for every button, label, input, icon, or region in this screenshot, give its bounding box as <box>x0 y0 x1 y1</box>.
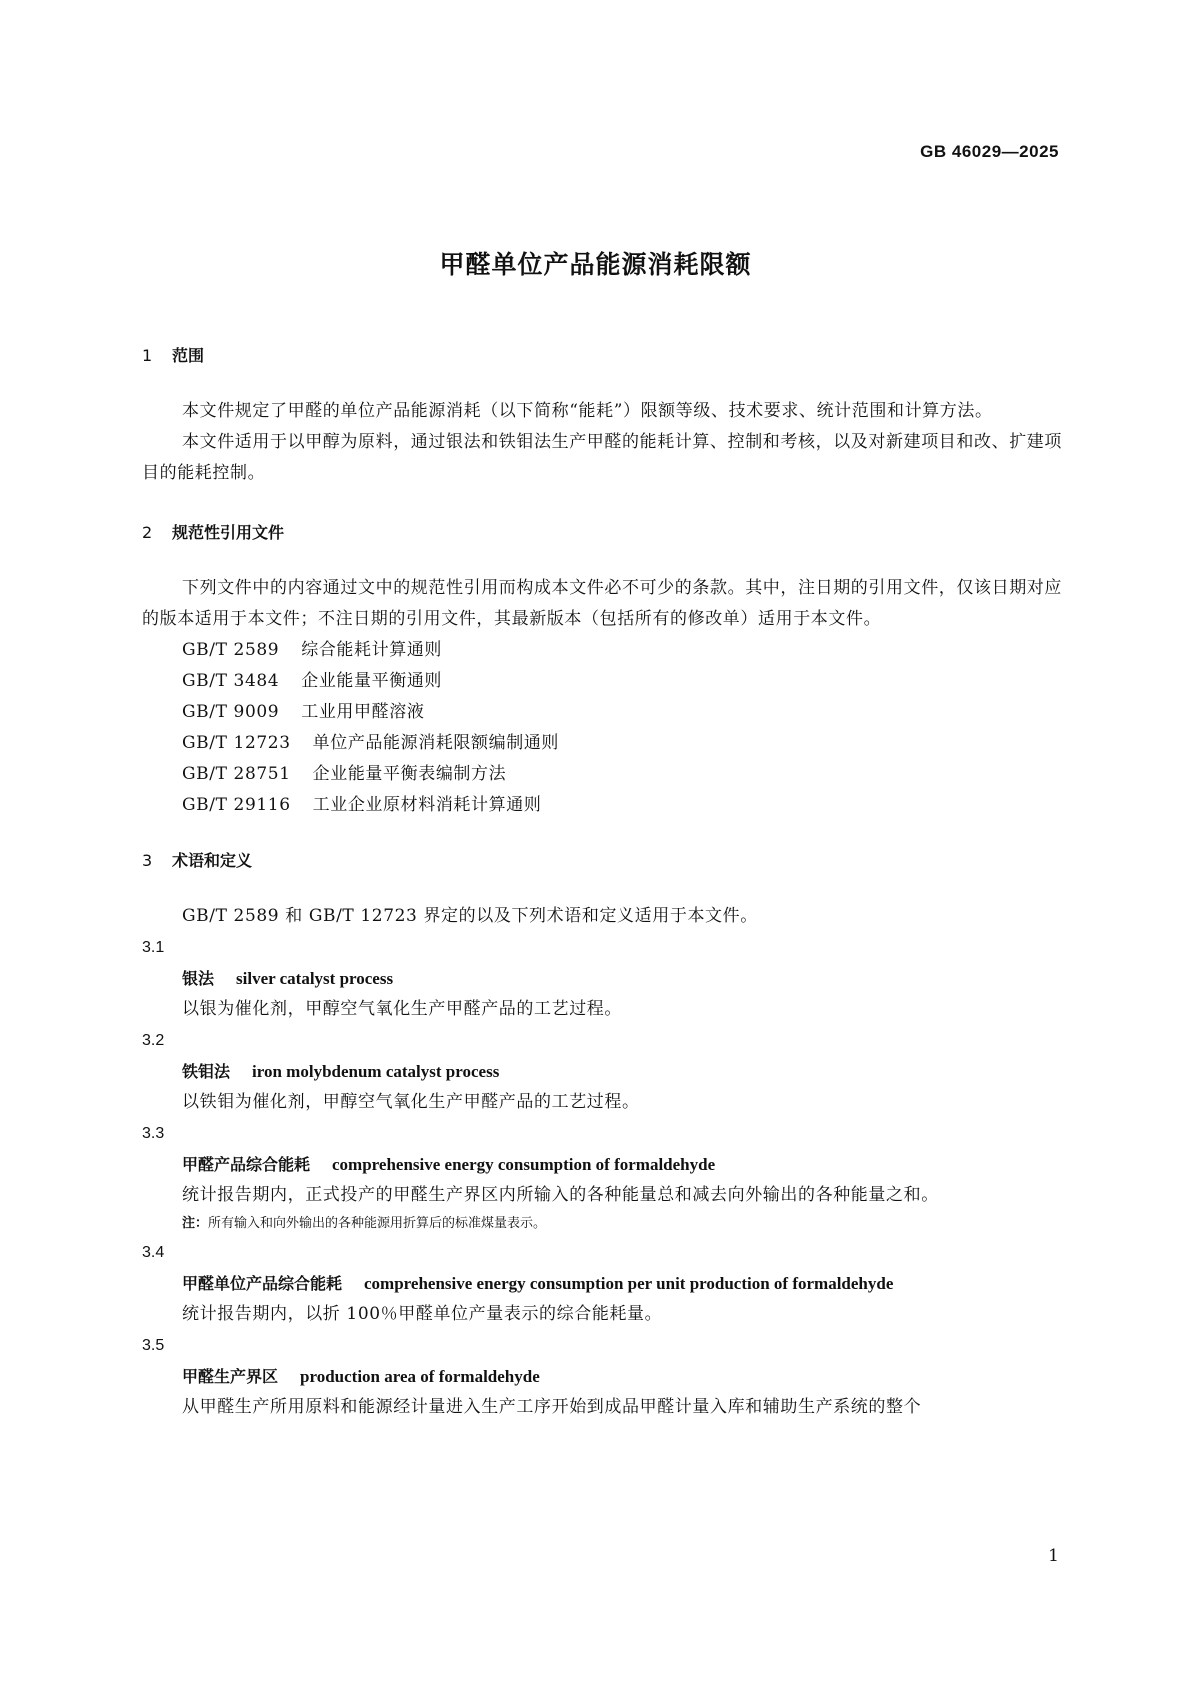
term-zh: 甲醛单位产品综合能耗 <box>182 1274 343 1293</box>
term-en: iron molybdenum catalyst process <box>252 1062 500 1081</box>
reference-item <box>142 790 1062 821</box>
term-entry <box>142 1056 1062 1087</box>
reference-code: GB/T 28751 <box>182 764 291 784</box>
term-definition: 以银为催化剂，甲醇空气氧化生产甲醛产品的工艺过程。 <box>182 999 622 1019</box>
term-zh: 铁钼法 <box>182 1062 231 1081</box>
standard-code: GB 46029—2025 <box>920 142 1059 161</box>
term-en: comprehensive energy consumption of formaldehyde <box>332 1155 716 1174</box>
reference-code: GB/T 2589 <box>182 640 280 660</box>
reference-code: GB/T 3484 <box>182 671 280 691</box>
term-number: 3.2 <box>142 1032 165 1049</box>
reference-code: GB/T 29116 <box>182 795 291 815</box>
section-3-heading <box>142 851 1062 871</box>
note-label: 注： <box>182 1216 209 1231</box>
term-zh: 甲醛产品综合能耗 <box>182 1155 311 1174</box>
term-entry <box>142 963 1062 994</box>
term-en: production area of formaldehyde <box>300 1367 540 1386</box>
reference-item <box>142 728 1062 759</box>
page-number: 1 <box>1048 1546 1059 1566</box>
reference-title: 综合能耗计算通则 <box>301 640 443 660</box>
reference-item <box>142 666 1062 697</box>
section-number: 1 <box>142 346 153 365</box>
reference-code: GB/T 12723 <box>182 733 291 753</box>
term-entry <box>142 1268 1062 1299</box>
term-number: 3.1 <box>142 939 165 956</box>
section-number: 2 <box>142 523 153 542</box>
document-body <box>142 346 1062 1423</box>
term-number: 3.3 <box>142 1125 165 1142</box>
term-entry <box>142 1149 1062 1180</box>
reference-item <box>142 635 1062 666</box>
paragraph: GB/T 2589 和 GB/T 12723 界定的以及下列术语和定义适用于本文件。 <box>182 906 758 926</box>
term-definition: 以铁钼为催化剂，甲醇空气氧化生产甲醛产品的工艺过程。 <box>182 1092 640 1112</box>
section-number: 3 <box>142 851 153 870</box>
term-en: comprehensive energy consumption per unit production of formaldehyde <box>364 1274 894 1293</box>
section-title: 规范性引用文件 <box>172 523 285 542</box>
term-entry <box>142 1361 1062 1392</box>
reference-code: GB/T 9009 <box>182 702 280 722</box>
section-title: 术语和定义 <box>172 851 253 870</box>
section-1-heading <box>142 346 1062 366</box>
term-zh: 银法 <box>182 969 215 988</box>
reference-title: 企业能量平衡表编制方法 <box>312 764 507 784</box>
term-definition: 从甲醛生产所用原料和能源经计量进入生产工序开始到成品甲醛计量入库和辅助生产系统的整个 <box>182 1397 922 1417</box>
reference-title: 工业企业原材料消耗计算通则 <box>312 795 542 815</box>
reference-title: 单位产品能源消耗限额编制通则 <box>312 733 560 753</box>
term-note <box>142 1211 1062 1237</box>
section-title: 范围 <box>172 346 205 365</box>
term-number: 3.5 <box>142 1337 165 1354</box>
reference-title: 企业能量平衡通则 <box>301 671 443 691</box>
term-number: 3.4 <box>142 1244 165 1261</box>
term-zh: 甲醛生产界区 <box>182 1367 279 1386</box>
document-title: 甲醛单位产品能源消耗限额 <box>439 250 752 279</box>
reference-item <box>142 697 1062 728</box>
paragraph: 本文件规定了甲醛的单位产品能源消耗（以下简称“能耗”）限额等级、技术要求、统计范围和计算方法。 <box>182 401 993 421</box>
term-definition: 统计报告期内，正式投产的甲醛生产界区内所输入的各种能量总和减去向外输出的各种能量之和。 <box>182 1185 939 1205</box>
term-definition: 统计报告期内，以折 100％甲醛单位产量表示的综合能耗量。 <box>182 1304 663 1324</box>
reference-title: 工业用甲醛溶液 <box>301 702 425 722</box>
section-2-heading <box>142 523 1062 543</box>
note-text: 所有输入和向外输出的各种能源用折算后的标准煤量表示。 <box>208 1216 547 1231</box>
paragraph: 本文件适用于以甲醇为原料，通过银法和铁钼法生产甲醛的能耗计算、控制和考核，以及对新建项目和改、扩建项目的能耗控制。 <box>142 432 1062 483</box>
term-en: silver catalyst process <box>236 969 394 988</box>
reference-item <box>142 759 1062 790</box>
paragraph: 下列文件中的内容通过文中的规范性引用而构成本文件必不可少的条款。其中，注日期的引用文件，仅该日期对应的版本适用于本文件；不注日期的引用文件，其最新版本（包括所有的修改单）适用于本文件。 <box>142 578 1062 629</box>
